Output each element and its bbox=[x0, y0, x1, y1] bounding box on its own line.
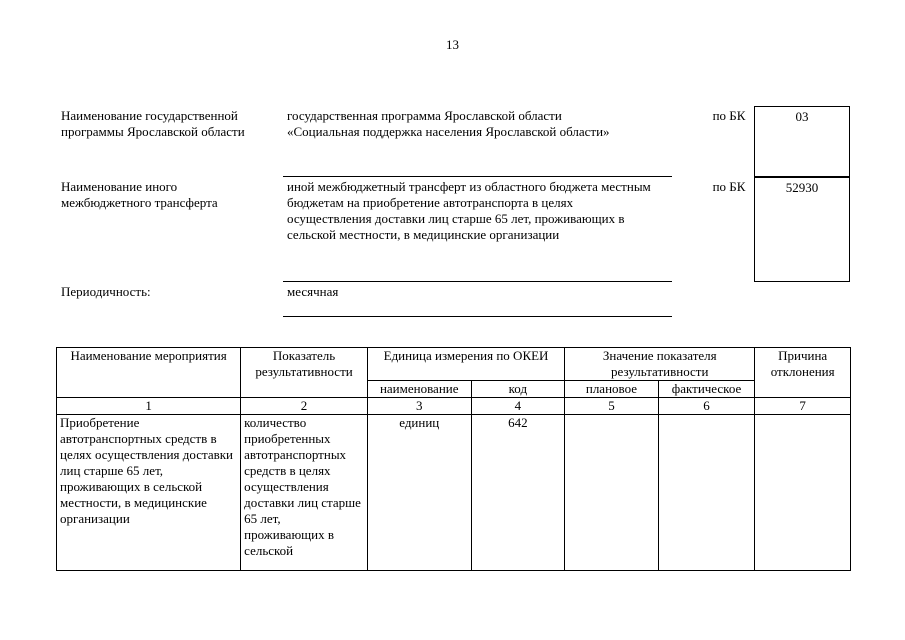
table-row bbox=[57, 415, 851, 571]
header-value-group: Значение показателя результативности bbox=[565, 348, 755, 381]
column-number: 5 bbox=[565, 398, 659, 415]
transfer-underline bbox=[283, 281, 672, 282]
header-event-name: Наименование мероприятия bbox=[57, 348, 241, 398]
periodicity-value: месячная bbox=[287, 284, 339, 299]
cell-event-name: Приобретение автотранспортных средств в целях осуществления доставки лиц старше 65 лет, проживающих в сельской местности, в медицинские организации bbox=[57, 415, 241, 571]
transfer-bk-label: по БК bbox=[712, 179, 746, 194]
column-number: 1 bbox=[57, 398, 241, 415]
program-bk-label: по БК bbox=[712, 108, 746, 123]
periodicity-underline bbox=[283, 316, 672, 317]
transfer-code: 52930 bbox=[785, 180, 819, 195]
periodicity-label: Периодичность: bbox=[61, 284, 151, 299]
cell-unit-name: единиц bbox=[367, 415, 471, 571]
header-value-planned: плановое bbox=[565, 381, 659, 398]
indicators-table bbox=[56, 347, 851, 571]
header-unit-group: Единица измерения по ОКЕИ bbox=[367, 348, 564, 381]
program-code-box bbox=[754, 106, 850, 177]
column-number: 2 bbox=[241, 398, 368, 415]
header-value-actual: фактическое bbox=[658, 381, 755, 398]
program-label: Наименование государственной программы Ярославской области bbox=[61, 108, 245, 139]
page-number: 13 bbox=[446, 37, 459, 52]
header-unit-code: код bbox=[471, 381, 565, 398]
transfer-label: Наименование иного межбюджетного трансферта bbox=[61, 179, 218, 210]
cell-unit-code: 642 bbox=[471, 415, 565, 571]
transfer-value: иной межбюджетный трансферт из областного бюджета местным бюджетам на приобретение автотранспорта в целях осуществления доставки лиц старше 65 лет, проживающих в сельской местности, в медицинские организации bbox=[287, 179, 651, 242]
column-number: 7 bbox=[755, 398, 851, 415]
program-value-line1: государственная программа Ярославской области bbox=[287, 108, 562, 123]
header-reason: Причина отклонения bbox=[755, 348, 851, 398]
header-indicator: Показатель результативности bbox=[241, 348, 368, 398]
program-value-line2: «Социальная поддержка населения Ярославской области» bbox=[287, 124, 610, 139]
header-row-1 bbox=[57, 348, 851, 381]
transfer-code-box bbox=[754, 177, 850, 282]
program-underline bbox=[283, 176, 672, 177]
column-number-row bbox=[57, 398, 851, 415]
program-value bbox=[287, 108, 672, 140]
column-number: 6 bbox=[658, 398, 755, 415]
cell-indicator: количество приобретенных автотранспортных средств в целях осуществления доставки лиц старше 65 лет, проживающих в сельской bbox=[241, 415, 368, 571]
column-number: 4 bbox=[471, 398, 565, 415]
cell-value-actual bbox=[658, 415, 755, 571]
header-unit-name: наименование bbox=[367, 381, 471, 398]
column-number: 3 bbox=[367, 398, 471, 415]
cell-value-planned bbox=[565, 415, 659, 571]
cell-reason bbox=[755, 415, 851, 571]
program-code: 03 bbox=[795, 109, 809, 124]
